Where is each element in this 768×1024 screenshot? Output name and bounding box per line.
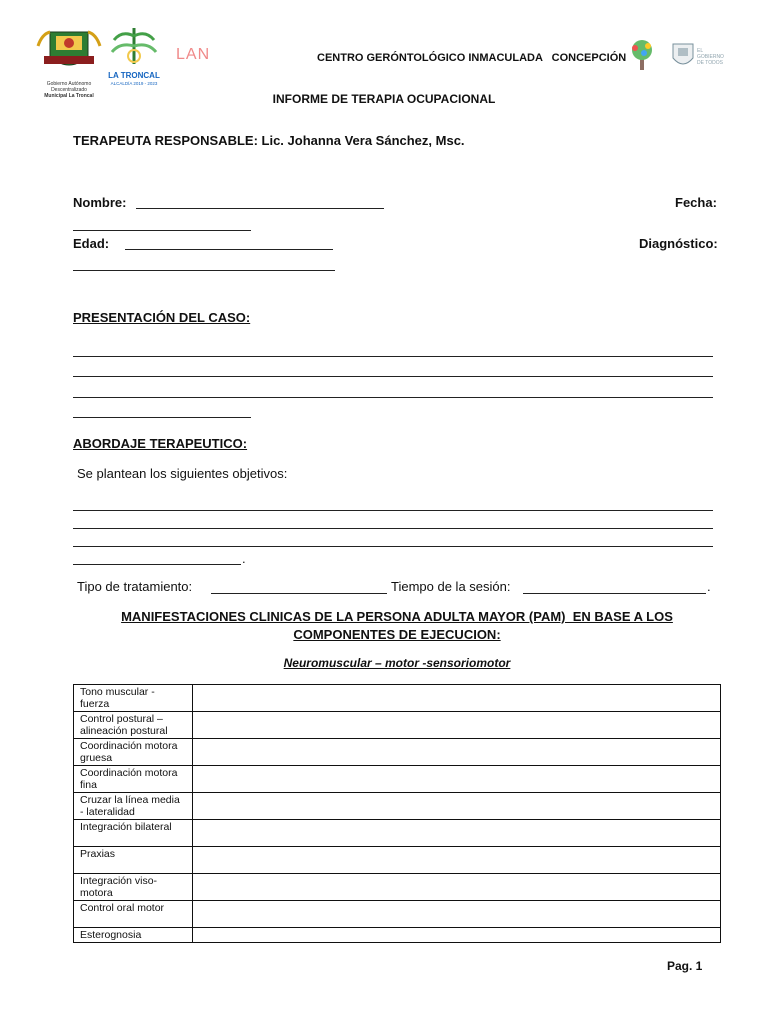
table-row [74, 847, 721, 874]
row-value-cell[interactable] [193, 739, 721, 766]
row-label: Esterognosia [74, 928, 193, 943]
neuromuscular-subheading: Neuromuscular – motor -sensoriomotor [283, 656, 511, 670]
session-label: Tiempo de la sesión: [391, 579, 511, 594]
components-table [73, 684, 721, 943]
row-label: Praxias [74, 847, 193, 874]
row-label: Coordinación motora fina [74, 766, 193, 793]
lan-logo: LAN [176, 46, 211, 63]
row-value-cell[interactable] [193, 766, 721, 793]
objective-line-1[interactable] [73, 510, 713, 511]
session-field-line[interactable] [523, 593, 706, 594]
name-field-line[interactable] [136, 208, 384, 209]
case-line-3[interactable] [73, 397, 713, 398]
table-row [74, 793, 721, 820]
document-title: INFORME DE TERAPIA OCUPACIONAL [272, 92, 496, 106]
table-row [74, 739, 721, 766]
case-line-2[interactable] [73, 376, 713, 377]
table-row [74, 901, 721, 928]
municipal-crest-logo [30, 26, 108, 99]
manifest-heading-2: COMPONENTES DE EJECUCION: [293, 627, 501, 642]
objective-period: . [242, 551, 246, 566]
row-value-cell[interactable] [193, 928, 721, 943]
treatment-label: Tipo de tratamiento: [77, 579, 193, 594]
diagnosis-label: Diagnóstico: [639, 236, 718, 251]
gov-logo-text: EL GOBIERNO DE TODOS [697, 48, 724, 66]
table-row [74, 874, 721, 901]
approach-heading: ABORDAJE TERAPEUTICO: [73, 436, 248, 451]
therapist-line: TERAPEUTA RESPONSABLE: Lic. Johanna Vera Sánchez, Msc. [73, 133, 465, 148]
row-label: Tono muscular - fuerza [74, 685, 193, 712]
row-value-cell[interactable] [193, 712, 721, 739]
troncal-sub: ALCALDÍA 2019 - 2023 [110, 81, 158, 86]
case-heading: PRESENTACIÓN DEL CASO: [73, 310, 251, 325]
name-label: Nombre: [73, 195, 127, 210]
case-line-1[interactable] [73, 356, 713, 357]
table-row [74, 685, 721, 712]
row-label: Control oral motor [74, 901, 193, 928]
session-period: . [707, 579, 711, 594]
row-label: Control postural – alineación postural [74, 712, 193, 739]
row-value-cell[interactable] [193, 874, 721, 901]
table-row [74, 712, 721, 739]
treatment-field-line[interactable] [211, 593, 387, 594]
la-troncal-logo [104, 26, 164, 94]
troncal-name: LA TRONCAL [108, 71, 160, 80]
manifest-heading-1: MANIFESTACIONES CLINICAS DE LA PERSONA ADULTA MAYOR (PAM) EN BASE A LOS [121, 609, 673, 624]
table-row [74, 928, 721, 943]
row-label: Integración bilateral [74, 820, 193, 847]
row-label: Coordinación motora gruesa [74, 739, 193, 766]
page-number: Pag. 1 [667, 959, 703, 973]
center-title: CENTRO GERÓNTOLÓGICO INMACULADA CONCEPCIÓN [317, 52, 627, 64]
objective-line-2[interactable] [73, 528, 713, 529]
tree-logo [624, 38, 660, 72]
date-field-line[interactable] [73, 230, 251, 231]
table-row [74, 766, 721, 793]
row-value-cell[interactable] [193, 847, 721, 874]
government-logo [670, 40, 728, 74]
row-label: Integración viso- motora [74, 874, 193, 901]
logo-caption-1: Gobierno Autónomo Descentralizado [46, 81, 92, 93]
case-line-4[interactable] [73, 417, 251, 418]
objective-line-4[interactable] [73, 564, 241, 565]
table-row [74, 820, 721, 847]
objectives-text: Se plantean los siguientes objetivos: [77, 466, 288, 481]
age-field-line[interactable] [125, 249, 333, 250]
row-value-cell[interactable] [193, 793, 721, 820]
age-label: Edad: [73, 236, 110, 251]
date-label: Fecha: [675, 195, 717, 210]
row-value-cell[interactable] [193, 820, 721, 847]
row-value-cell[interactable] [193, 901, 721, 928]
logo-caption-2: Municipal La Troncal [44, 93, 94, 99]
diagnosis-field-line[interactable] [73, 270, 335, 271]
row-label: Cruzar la línea media - lateralidad [74, 793, 193, 820]
row-value-cell[interactable] [193, 685, 721, 712]
objective-line-3[interactable] [73, 546, 713, 547]
